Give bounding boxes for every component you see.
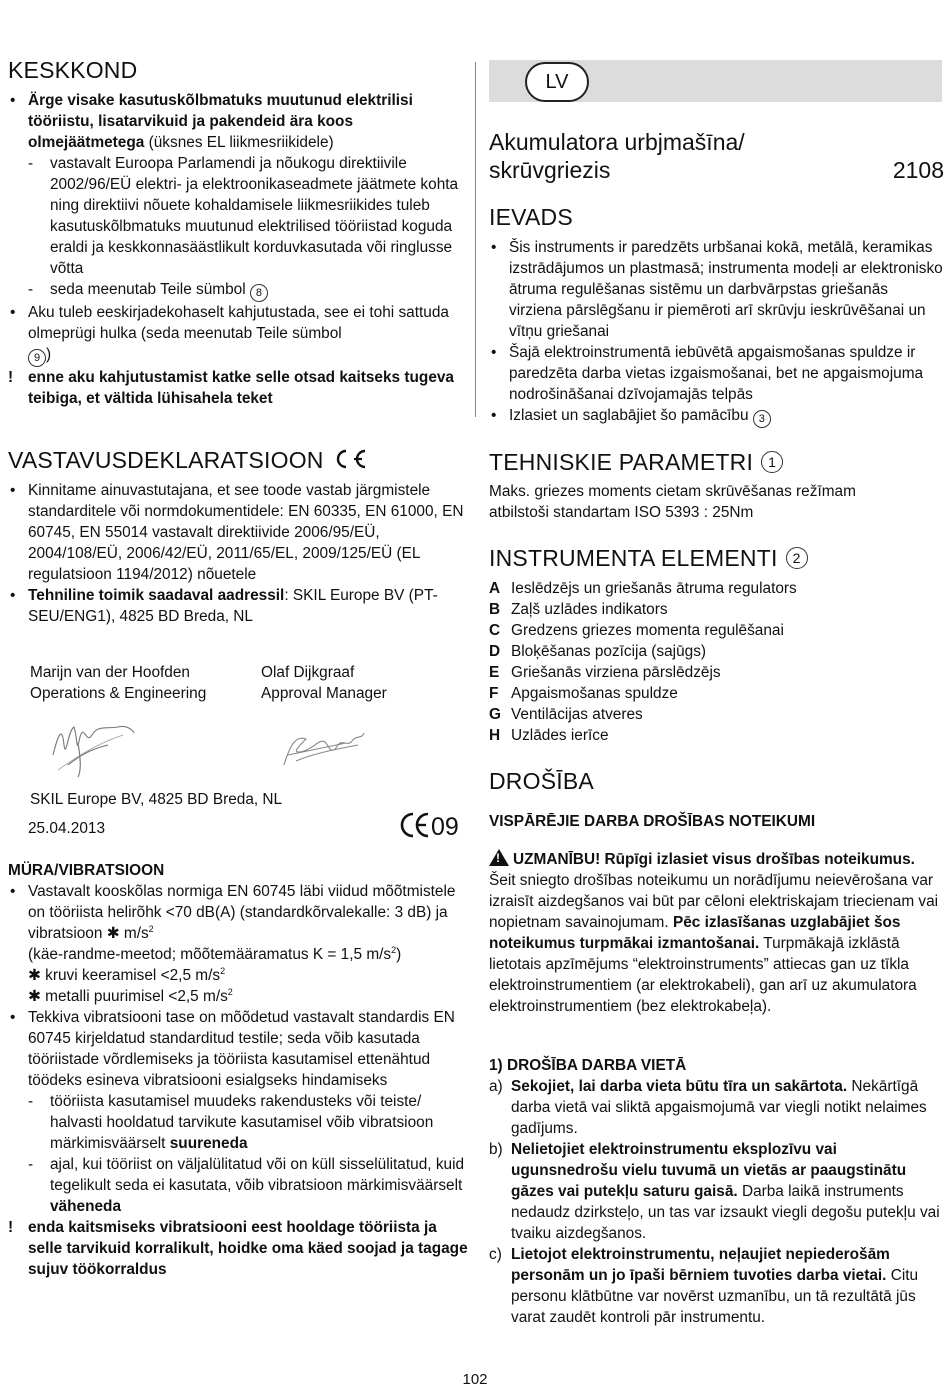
element-label: Uzlādes ierīce [511,727,609,744]
item-a-text: Nekārtīgā darba vietā vai sliktā apgaismojumā var viegli notikt nelaimes gadījums. [511,1078,927,1137]
element-key: F [489,685,499,702]
keskkond-b1-rest: (üksnes EL liikmesriikidele) [144,134,334,151]
sup: 2 [227,986,233,997]
symbol-1-icon: 1 [761,451,783,473]
ievads-b2: Šajā elektroinstrumentā iebūvētā apgaismošanas spuldze ir paredzēta darba vietas izgaismošanai, bet ne apgaismojuma nodrošināšanai dzīvojamajās telpās [509,344,924,403]
language-badge: LV [525,62,589,102]
element-item [489,641,944,662]
declaration-b2-bold: Tehniline toimik saadaval aadressil [28,587,285,604]
element-key: D [489,643,501,660]
element-key: H [489,727,501,744]
noise-b2: Tekkiva vibratsiooni tase on mõõdetud vastavalt standardis EN 60745 kirjeldatud standarditud testile; seda võib kasutada tööriistade võrdlemiseks ja tööriista kasutamisel ettenähtud töödeks esineva vibratsiooni esialgseks hindamiseks [28,1009,455,1089]
keskkond-bang: enne aku kahjutustamist katke selle otsad kaitseks tugeva teibiga, et vältida lühisahela teket [28,369,454,407]
item-b-bold: Nelietojiet elektroinstrumentu eksplozīvu vai ugunsnedrošu vielu tuvumā un vietās ar paaugstinātu gāzes vai putekļu saturu gaisā. [511,1141,907,1200]
declaration-section [8,480,468,627]
element-item [489,662,944,683]
item-b-text: Darba laikā instruments nedaudz dzirksteļo, un tas var izsaukt viegli degošu putekļu vai tvaiku aizdegšanos. [511,1183,940,1242]
signatory-2-title: Approval Manager [261,685,387,702]
keskkond-d2: seda meenutab Teile sümbol [50,281,246,298]
signature-1-image [48,715,138,780]
elements-list [489,578,944,746]
tech-heading: TEHNISKIE PARAMETRI [489,449,754,475]
signatory-1-title: Operations & Engineering [30,685,207,702]
signature-2-image [276,725,371,773]
list-item [8,881,468,1007]
list-item [489,342,944,405]
list-subitem: - seda meenutab Teile sümbol 8 [8,279,468,302]
elements-heading: INSTRUMENTA ELEMENTI [489,545,778,571]
noise-b1-b: (käe-randme-meetod; mõõtemääramatus K = 1,5 m/s [28,946,392,963]
safety-warn-bold2: Pēc izlasīšanas uzglabājiet šos noteikumus turpmākai izmantošanai. [489,914,901,952]
element-label: Griešanās virziena pārslēdzējs [511,664,721,681]
item-c-bold: Lietojot elektroinstrumentu, neļaujiet nepiederošām personām un jo īpaši bērniem tuvoties darba vietai. [511,1246,890,1284]
element-key: C [489,622,501,639]
list-item [489,1076,944,1139]
warning-note: ! enne aku kahjutustamist katke selle otsad kaitseks tugeva teibiga, et vältida lühisahela teket [8,369,454,407]
element-label: Bloķēšanas pozīcija (sajūgs) [511,643,707,660]
ievads-b3: Izlasiet un saglabājiet šo pamācību [509,407,749,424]
safety-warn-text2: Turpmākajā izklāstā lietotais apzīmējums “elektroinstruments” attiecas gan uz tīkla elektroinstrumentiem (ar elektrokabeli), gan arī uz akumulatora elektroinstrumentiem (bez elektrokabeļa). [489,935,917,1015]
list-item [489,237,944,342]
tech-heading-row [489,448,783,476]
noise-b1-c: ) [396,946,402,963]
company-address: SKIL Europe BV, 4825 BD Breda, NL [30,791,283,808]
noise-d2-bold: väheneda [50,1198,122,1215]
product-model-number: 2108 [892,157,944,183]
element-item [489,683,944,704]
element-key: B [489,601,501,618]
noise-section [8,881,468,1280]
noise-b1-a: Vastavalt kooskõlas normiga EN 60745 läbi viidud mõõtmistele on tööriista helirõhk <70 dB(A) (standardkõrvalekalle: 3 dB) ja vibratsioon ✱ m/s [28,883,456,942]
list-item [489,1244,944,1328]
item-a-bold: Sekojiet, lai darba vieta būtu tīra un sakārtota. [511,1078,848,1095]
element-label: Apgaismošanas spuldze [511,685,678,702]
item-c-text: Citu personu klātbūtne var novērst uzmanību, un tā rezultātā jūs varat zaudēt kontroli pār instrumentu. [511,1267,919,1326]
element-item [489,725,944,746]
ce09-mark [400,810,470,846]
list-item [489,405,944,428]
warning-triangle-icon: ! [489,849,509,866]
sup: 2 [391,944,397,955]
ce-mark-svg [332,448,368,470]
signatory-1-name: Marijn van der Hoofden [30,664,190,681]
symbol-3-icon: 3 [753,410,771,428]
safety-warn-text1: Šeit sniegto drošības noteikumu un norādījumu neievērošana var izraisīt aizdegšanos vai būt par cēloni elektriskajam triecienam vai nopietnam savainojumam. [489,872,939,931]
warning-note: ! enda kaitsmiseks vibratsiooni eest hooldage tööriista ja selle tarvikuid korralikult, hoidke oma käed soojad ja tagage sujuv töökorraldus [8,1219,468,1278]
elements-heading-row [489,544,808,572]
ievads-b1: Šis instruments ir paredzēts urbšanai kokā, metālā, keramikas izstrādājumos un plastmasā; instrumenta modeļi ar elektronisko ātruma regulēšanas sistēmu un darbvārpstas griešanās virziena pārslēgšanu ir piemēroti arī skrūvju ieskrūvēšanai un vītņu griešanai [509,239,943,340]
keskkond-d1: vastavalt Euroopa Parlamendi ja nõukogu direktiivile 2002/96/EÜ elektri- ja elektroonikaseadmete jäätmete kohta ning direktiivi nõuete kohaldamisele liikmesriikides tuleb kasutuskõlbmatuks muutunud elektrilised tööriistad koguda eraldi ja keskkonnasäästlikult korduvkasutada või ringlusse võtta [50,155,459,277]
element-label: Gredzens griezes momenta regulēšanai [511,622,784,639]
signatories [30,662,470,704]
keskkond-b2-close: ) [46,346,52,363]
ce09-mark-icon [400,810,470,840]
element-item [489,620,944,641]
product-title-line1: Akumulatora urbjmašīna/ [489,129,745,155]
product-title-line2: skrūvgriezis [489,157,611,183]
list-subitem: - ajal, kui tööriist on väljalülitatud või on küll sisselülitatud, kuid tegelikult seda ei kasutata, võib vibratsioon märkimisväärselt väheneda [28,1156,465,1215]
safety-subheading: VISPĀRĒJIE DARBA DROŠĪBAS NOTEIKUMI [489,813,816,830]
sup: 2 [148,923,154,934]
element-key: A [489,580,501,597]
product-title [489,128,944,184]
list-item [8,1007,468,1091]
keskkond-heading: KESKKOND [8,57,138,83]
element-item [489,578,944,599]
element-label: Ventilācijas atveres [511,706,643,723]
declaration-date: 25.04.2013 [28,820,106,837]
symbol-9-icon: 9 [28,349,46,367]
ce-mark-icon [332,448,368,473]
list-item [489,1139,944,1244]
safety-warn-bold1: UZMANĪBU! Rūpīgi izlasiet visus drošības noteikumus. [513,851,915,868]
list-item [8,480,468,585]
element-item [489,599,944,620]
list-item [8,302,468,367]
noise-d1-bold: suureneda [169,1135,248,1152]
list-item [8,585,468,627]
tech-text: Maks. griezes moments cietam skrūvēšanas režīmam atbilstoši standartam ISO 5393 : 25Nm [489,483,856,521]
list-subitem: - tööriista kasutamisel muudeks rakendusteks või teiste/ halvasti hooldatud tarvikute kasutamisel võib vibratsioon märkimisväärselt suureneda [28,1093,434,1152]
noise-bang: enda kaitsmiseks vibratsiooni eest hooldage tööriista ja selle tarvikuid korralikult, hoidke oma käed soojad ja tagage sujuv töökorraldus [28,1219,468,1278]
noise-d1: tööriista kasutamisel muudeks rakendusteks või teiste/ halvasti hooldatud tarvikute kasutamisel võib vibratsioon märkimisväärselt [50,1093,434,1152]
ievads-section [489,237,944,428]
element-key: G [489,706,501,723]
element-key: E [489,664,500,681]
item-c-key: c) [489,1246,502,1263]
element-label: Ieslēdzējs un griešanās ātruma regulators [511,580,797,597]
item-b-key: b) [489,1141,503,1158]
page-number: 102 [462,1371,488,1388]
keskkond-b2: Aku tuleb eeskirjadekohaselt kahjutustada, see ei tohi sattuda olmeprügi hulka (seda meenutab Teile sümbol [28,304,449,342]
safety-sec1-heading: 1) DROŠĪBA DARBA VIETĀ [489,1057,687,1074]
element-item [489,704,944,725]
ievads-heading: IEVADS [489,204,573,230]
keskkond-b1-bold: Ärge visake kasutuskõlbmatuks muutunud elektrilisi tööriistu, lisatarvikuid ja pakendeid ära koos olmejäätmetega [28,92,413,151]
sup: 2 [220,965,226,976]
list-subitem: - vastavalt Euroopa Parlamendi ja nõukogu direktiivile 2002/96/EÜ elektri- ja elektroonikaseadmete jäätmete kohta ning direktiivi nõuete kohaldamisele liikmesriikides tuleb kasutuskõlbmatuks muutunud elektrilised tööriistad koguda eraldi ja keskkonnasäästlikult korduvkasutada või ringlusse võtta [28,155,459,277]
noise-heading: MÜRA/VIBRATSIOON [8,862,165,879]
element-label: Zaļš uzlādes indikators [511,601,668,618]
noise-d2: ajal, kui tööriist on väljalülitatud või on küll sisselülitatud, kuid tegelikult seda ei kasutata, võib vibratsioon märkimisväärselt [50,1156,465,1194]
safety-heading: DROŠĪBA [489,768,594,794]
safety-warning [489,849,944,1017]
keskkond-section [8,90,468,409]
list-item [8,90,468,153]
item-a-key: a) [489,1078,503,1095]
declaration-heading-row [8,446,368,474]
declaration-b2-rest: : SKIL Europe BV (PT-SEU/ENG1), 4825 BD Breda, NL [28,587,438,625]
column-divider [475,62,476,417]
declaration-b1: Kinnitame ainuvastutajana, et see toode vastab järgmistele standarditele või normdokumentidele: EN 60335, EN 61000, EN 60745, EN 55014 vastavalt direktiivide 2006/95/EÜ, 2004/108/EÜ, 2006/42/EÜ, 2011/65/EL, 2009/125/EÜ (EL regulatsioon 1194/2012) nõuetele [28,482,464,583]
declaration-heading: VASTAVUSDEKLARATSIOON [8,447,324,473]
svg-text:09: 09 [431,813,459,840]
symbol-8-icon: 8 [250,284,268,302]
noise-b1-d: ✱ kruvi keeramisel <2,5 m/s [28,967,221,984]
symbol-2-icon: 2 [786,547,808,569]
signatory-2-name: Olaf Dijkgraaf [261,664,355,681]
noise-b1-e: ✱ metalli puurimisel <2,5 m/s [28,988,228,1005]
safety-sec1-list [489,1076,944,1328]
